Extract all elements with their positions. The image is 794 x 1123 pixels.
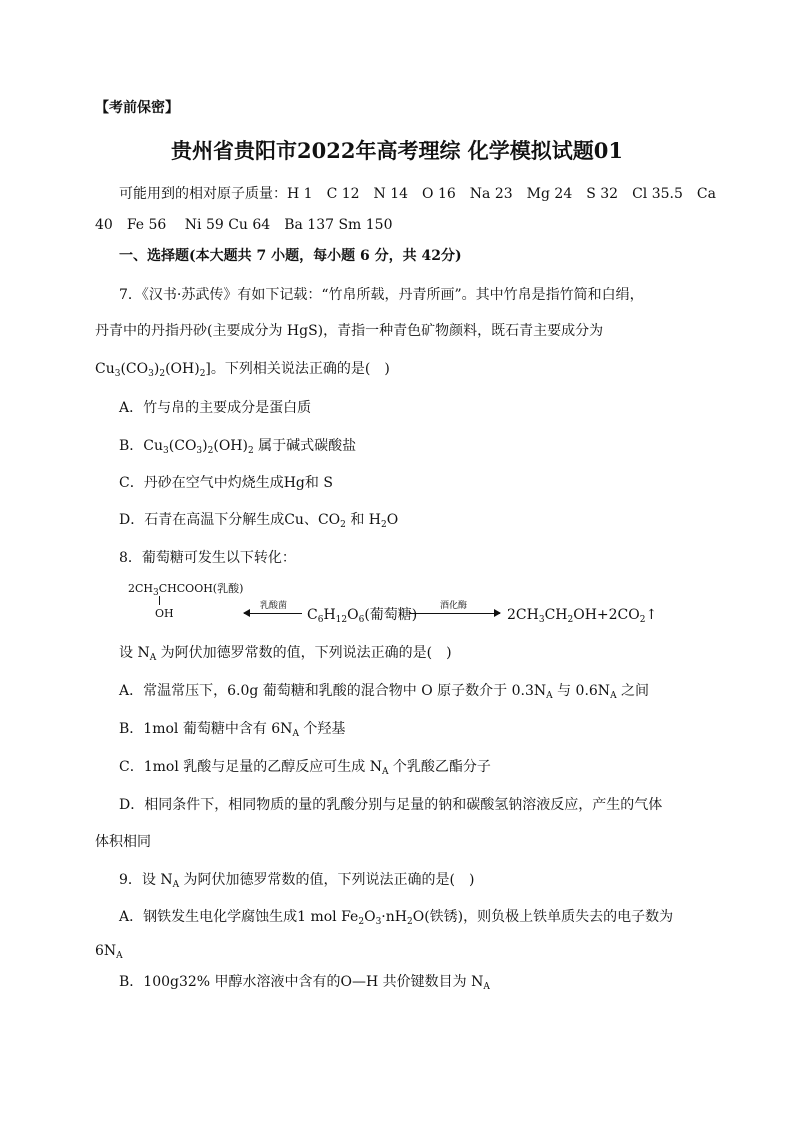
q9-option-a-line-2: $6N_A$ [95,943,123,961]
q8-option-b: B．1mol 葡萄糖中含有 $6N_A$ 个羟基 [119,721,346,739]
lactic-acid-oh-group: OH [155,607,174,620]
oh-bond-line [159,596,160,605]
q8-stem: 设 $N_A$ 为阿伏加德罗常数的值，下列说法正确的是( ) [119,645,452,663]
glucose-formula: $C_6H_{12}O_6$(葡萄糖) [307,607,418,625]
q7-option-c: C．丹砂在空气中灼烧生成Hg和 S [119,475,333,491]
left-arrow-label: 乳酸菌 [260,601,288,611]
q9-option-a-line-1: A．钢铁发生电化学腐蚀生成1 mol $Fe_2O_3\cdot nH_2O$(铁锈)，则负极上铁单质失去的电子数为 [119,909,674,927]
q7-option-a: A．竹与帛的主要成分是蛋白质 [119,400,312,416]
q9-option-b: B．100g32% 甲醇水溶液中含有的O—H 共价键数目为 $N_A$ [119,974,490,992]
lactic-acid-formula: $2CH_3CHCOOH$(乳酸) [128,582,244,598]
q8-option-d-line-2: 体积相同 [95,834,151,850]
confidential-tag: 【考前保密】 [95,100,179,116]
q9-stem: 9．设 $N_A$ 为阿伏加德罗常数的值，下列说法正确的是( ) [119,872,475,890]
atomic-mass-line-1: 可能用到的相对原子质量：H 1 C 12 N 14 O 16 Na 23 Mg 24 S 32 Cl 35.5 Ca [119,186,716,202]
q7-option-b: B．$Cu_3(CO_3)_2(OH)_2$ 属于碱式碳酸盐 [119,438,357,456]
q7-stem-line-3: $Cu_3(CO_3)_2(OH)_2$]。下列相关说法正确的是( ) [95,361,390,379]
reaction-scheme [95,578,658,628]
fermentation-products: $2CH_3CH_2OH+2CO_2↑$ [507,607,658,625]
section-title: 一、选择题(本大题共 7 小题，每小题 6 分，共 42分) [119,248,462,264]
q8-option-c: C．1mol 乳酸与足量的乙醇反应可生成 $N_A$ 个乳酸乙酯分子 [119,759,491,777]
q8-option-a: A．常温常压下，6.0g 葡萄糖和乳酸的混合物中 O 原子数介于 $0.3N_A$ 与 $0.6N_A$ 之间 [119,683,650,701]
right-arrow-label: 酒化酶 [440,601,468,611]
page-title: 贵州省贵阳市2022年高考理综 化学模拟试题01 [171,138,623,163]
right-reaction-arrow [410,613,500,614]
q7-option-d: D．石青在高温下分解生成Cu、$CO_2$ 和 $H_2O$ [119,512,399,530]
q8-intro: 8．葡萄糖可发生以下转化： [119,550,296,566]
q7-stem-line-1: 7．《汉书·苏武传》有如下记载：“竹帛所载，丹青所画”。其中竹帛是指竹简和白绢， [119,287,644,303]
q7-stem-line-2: 丹青中的丹指丹砂(主要成分为 HgS)，青指一种青色矿物颜料，既石青主要成分为 [95,323,604,339]
left-reaction-arrow [244,613,302,614]
atomic-mass-line-2: 40 Fe 56 Ni 59 Cu 64 Ba 137 Sm 150 [95,217,393,233]
q8-option-d-line-1: D．相同条件下，相同物质的量的乳酸分别与足量的钠和碳酸氢钠溶液反应，产生的气体 [119,797,663,813]
